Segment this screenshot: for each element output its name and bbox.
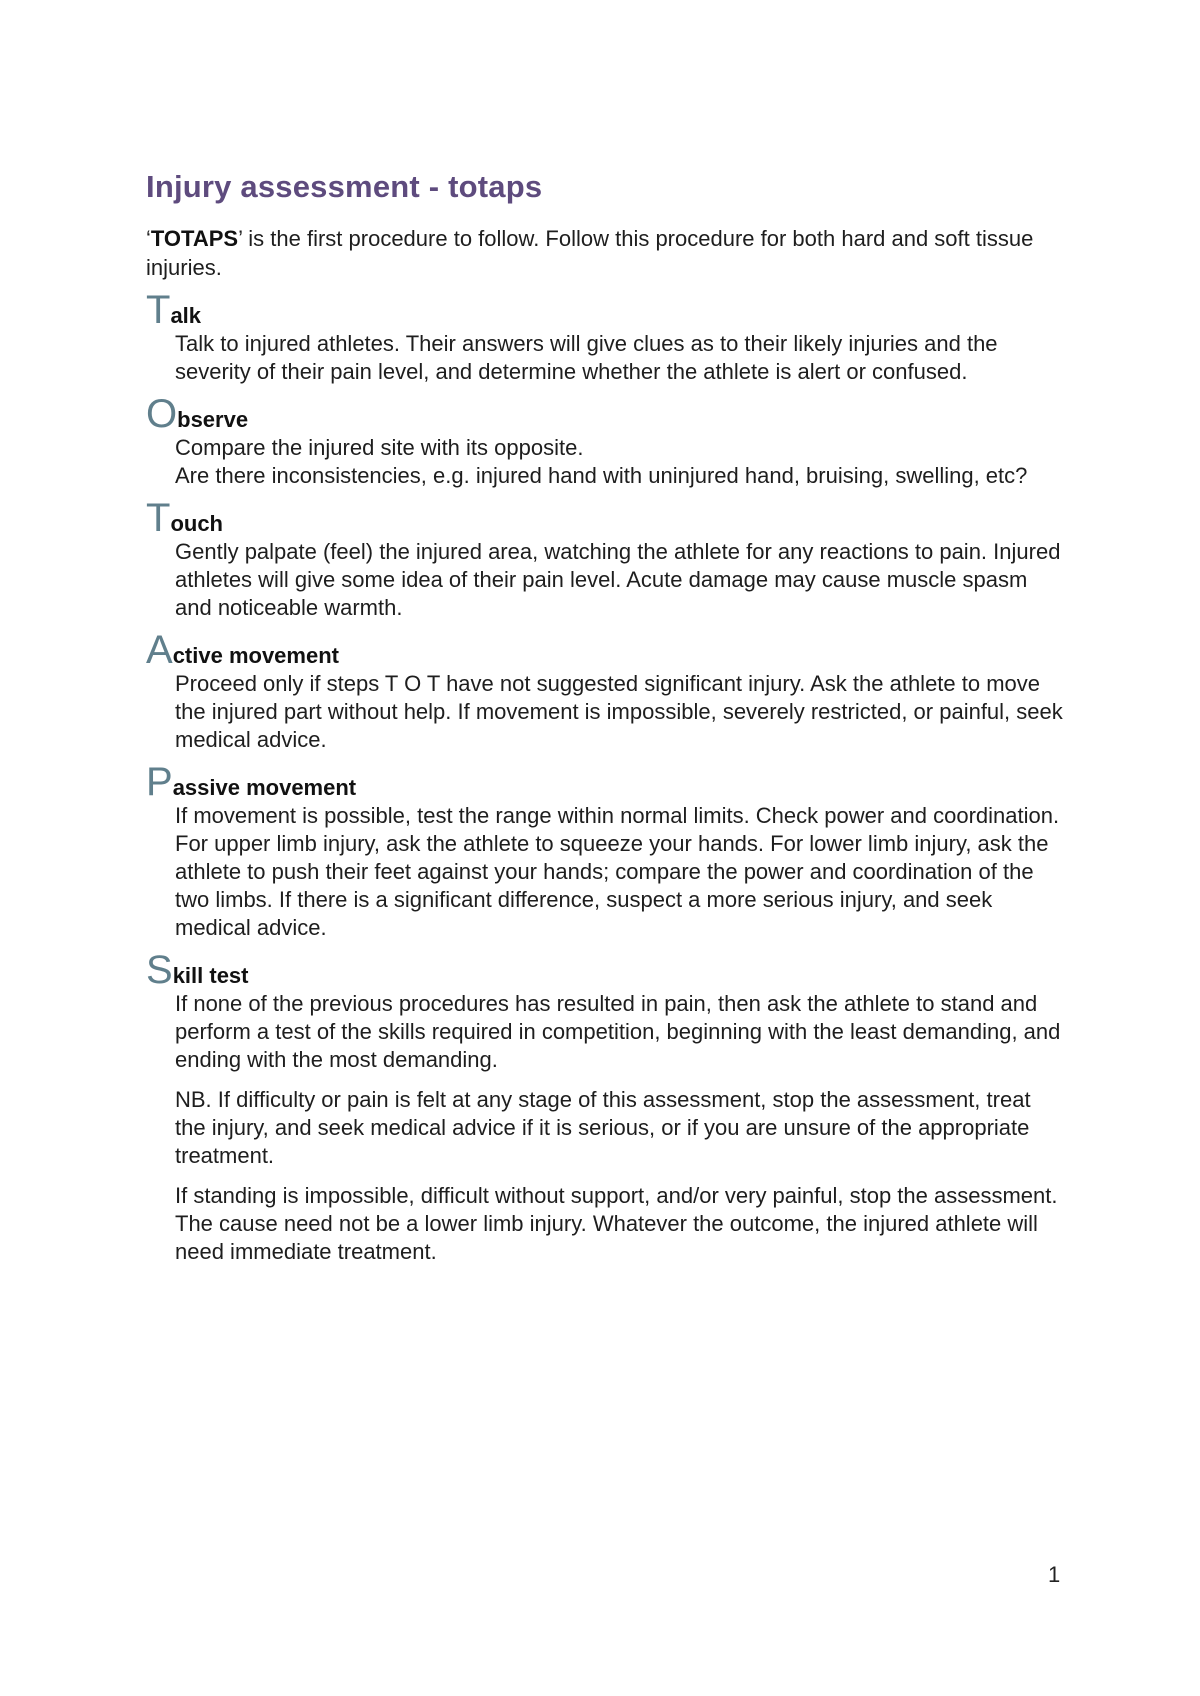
- step-initial-letter: T: [146, 288, 171, 332]
- step-active-movement: [146, 630, 1066, 754]
- step-initial-letter: P: [146, 760, 173, 804]
- step-paragraph: Compare the injured site with its opposite.: [175, 435, 584, 460]
- step-heading: [146, 762, 1066, 802]
- note-paragraph: If standing is impossible, difficult without support, and/or very painful, stop the assessment. The cause need not be a lower limb injury. Whatever the outcome, the injured athlete will need immediate treatment.: [175, 1183, 1058, 1264]
- step-heading-text: ctive movement: [172, 643, 339, 668]
- step-heading-text: kill test: [172, 963, 249, 988]
- step-heading: [146, 950, 1066, 990]
- step-body: [175, 802, 1066, 942]
- step-heading-text: assive movement: [172, 775, 357, 800]
- intro-text: ’ is the first procedure to follow. Follow this procedure for both hard and soft tissue injuries.: [146, 226, 1034, 280]
- intro-open-quote: ‘: [146, 226, 151, 251]
- step-body: [175, 990, 1066, 1266]
- step-body: [175, 670, 1066, 754]
- step-initial-letter: T: [146, 496, 171, 540]
- intro-paragraph: [146, 224, 1066, 282]
- step-body: [175, 330, 1066, 386]
- step-heading: [146, 498, 1066, 538]
- step-heading: [146, 290, 1066, 330]
- step-observe: [146, 394, 1066, 490]
- step-initial-letter: S: [146, 948, 173, 992]
- page-number: 1: [1048, 1562, 1061, 1587]
- step-heading-text: ouch: [170, 511, 223, 536]
- step-paragraph: If none of the previous procedures has resulted in pain, then ask the athlete to stand and perform a test of the skills required in competition, beginning with the least demanding, and ending with the most demanding.: [175, 991, 1061, 1072]
- step-passive-movement: [146, 762, 1066, 942]
- page-content: [146, 168, 1066, 1266]
- step-paragraph: Are there inconsistencies, e.g. injured hand with uninjured hand, bruising, swelling, etc?: [175, 463, 1028, 488]
- step-body: [175, 434, 1066, 490]
- step-initial-letter: O: [146, 392, 178, 436]
- step-heading: [146, 394, 1066, 434]
- step-talk: [146, 290, 1066, 386]
- step-body: [175, 538, 1066, 622]
- step-touch: [146, 498, 1066, 622]
- step-paragraph: If movement is possible, test the range within normal limits. Check power and coordination. For upper limb injury, ask the athlete to squeeze your hands. For lower limb injury, ask the athlete to push their feet against your hands; compare the power and coordination of the two limbs. If there is a significant difference, suspect a more serious injury, and seek medical advice.: [175, 803, 1060, 940]
- step-heading: [146, 630, 1066, 670]
- step-paragraph: Proceed only if steps T O T have not suggested significant injury. Ask the athlete to move the injured part without help. If movement is impossible, severely restricted, or painful, seek medical advice.: [175, 671, 1063, 752]
- step-paragraph: Gently palpate (feel) the injured area, watching the athlete for any reactions to pain. Injured athletes will give some idea of their pain level. Acute damage may cause muscle spasm and noticeable warmth.: [175, 539, 1061, 620]
- page-title: Injury assessment - totaps: [146, 169, 543, 204]
- step-heading-text: bserve: [177, 407, 249, 432]
- step-paragraph: Talk to injured athletes. Their answers will give clues as to their likely injuries and the severity of their pain level, and determine whether the athlete is alert or confused.: [175, 331, 998, 384]
- step-initial-letter: A: [146, 628, 173, 672]
- step-skill-test: [146, 950, 1066, 1266]
- note-paragraph: NB. If difficulty or pain is felt at any stage of this assessment, stop the assessment, treat the injury, and seek medical advice if it is serious, or if you are unsure of the appropriate treatment.: [175, 1087, 1031, 1168]
- step-heading-text: alk: [170, 303, 202, 328]
- intro-acronym: TOTAPS: [150, 226, 239, 251]
